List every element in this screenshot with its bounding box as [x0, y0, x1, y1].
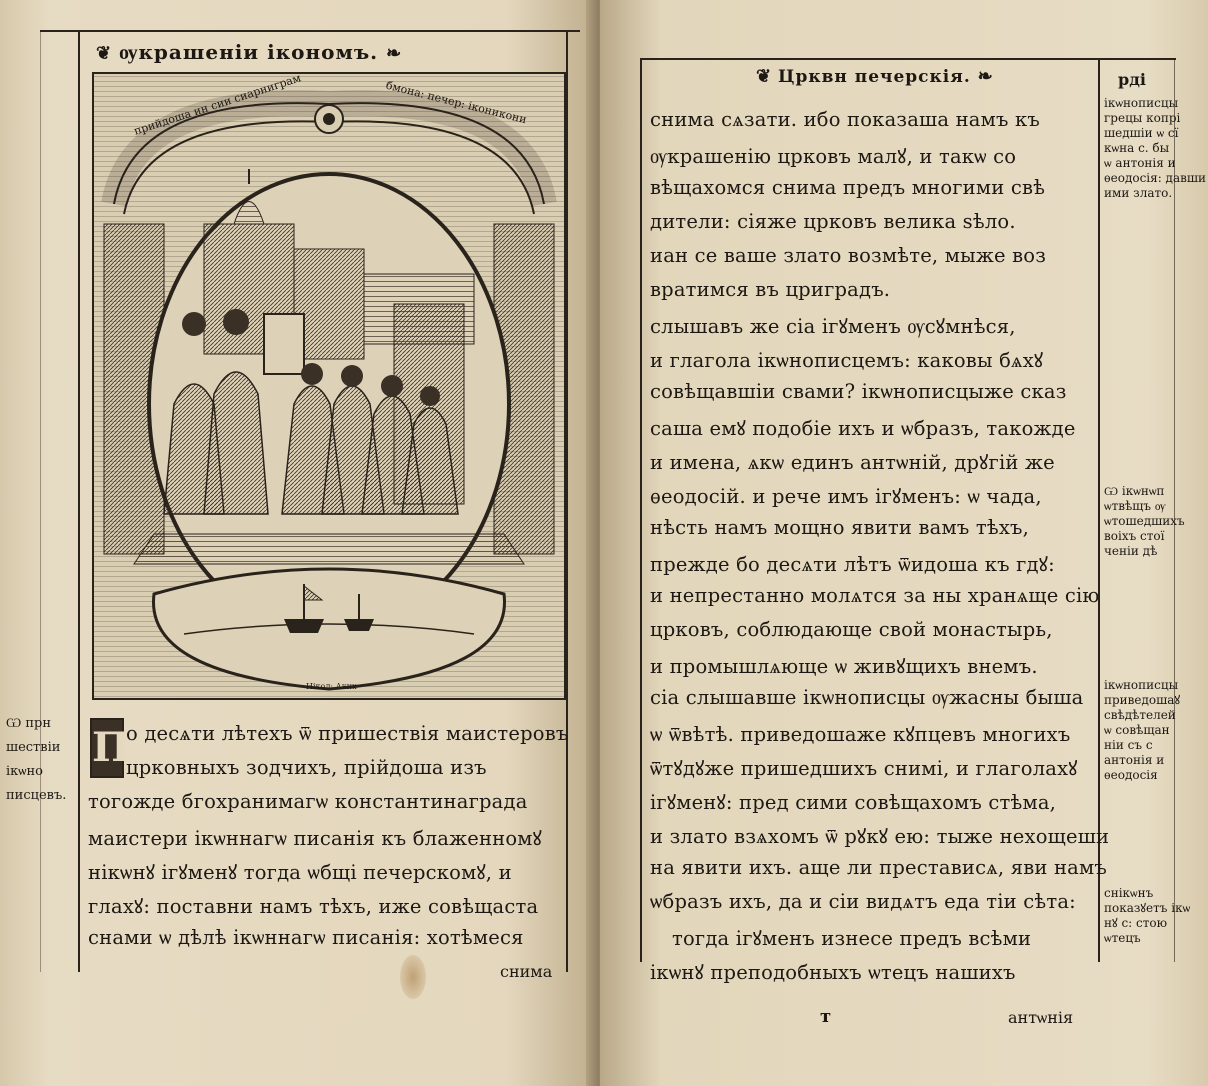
left-page — [0, 0, 596, 1086]
text-line: црковныхъ зодчихъ, прійдоша изъ — [126, 756, 487, 779]
text-line: ігꙋменꙋ: пред сими совѣщахомъ стѣма, — [650, 791, 1057, 814]
text-line: слышавъ же сіа ігꙋменъ ѹсꙋмнѣся, — [650, 315, 1016, 338]
rule-top — [40, 30, 580, 32]
margin-note-line: ікѡнописцы — [1104, 678, 1179, 692]
margin-note-line: приведошаꙋ — [1104, 693, 1181, 707]
folio-mark: рді — [1118, 70, 1146, 89]
margin-note-line: ѡ антонія и — [1104, 156, 1176, 170]
text-line: глахꙋ: поставни намъ тѣхъ, иже совѣщаста — [88, 895, 539, 918]
running-header — [756, 66, 993, 87]
text-line: тогожде бгохранимагѡ константинаграда — [88, 790, 528, 813]
text-line: маистери ікѡннагѡ писанія къ блаженномꙋ — [88, 827, 543, 850]
margin-note-line: писцевъ. — [6, 788, 67, 803]
text-line: саша емꙋ подобіе ихъ и ѡбразъ, такожде — [650, 417, 1076, 440]
rule-top — [640, 58, 1176, 60]
signature-mark: т — [820, 1006, 832, 1027]
woodcut-banner-text: прийдоша ин сии сиарниграм — [132, 71, 303, 138]
margin-note-line: ѡтошедшихъ — [1104, 514, 1185, 528]
text-line: и имена, ѧкѡ единъ антѡній, дрꙋгій же — [650, 451, 1055, 474]
text-line: ѹкрашенію црковъ малꙋ, и такѡ со — [650, 145, 1017, 168]
margin-note-line: ѡ совѣщан — [1104, 723, 1170, 737]
margin-note-line: нꙋ с: стою — [1104, 916, 1168, 930]
text-line: и промышлѧюще ѡ живꙋщихъ внемъ. — [650, 655, 1038, 678]
margin-note-line: ѳеодосія — [1104, 768, 1158, 782]
margin-note-line: антонія и — [1104, 753, 1165, 767]
text-line: совѣщавшіи свами? ікѡнописцыже сказ — [650, 380, 1067, 403]
text-line: и непрестанно молѧтся за ны хранѧще сію — [650, 584, 1100, 607]
margin-note-line: ченіи дѣ — [1104, 544, 1158, 558]
right-margin-note-1 — [1104, 96, 1206, 201]
margin-note-line: ніи съ с — [1104, 738, 1153, 752]
catchword: снима — [500, 962, 553, 981]
text-line: вѣщахомся снима предъ многими свѣ — [650, 176, 1046, 199]
text-line: иан се ваше злато возмѣте, мыже воз — [650, 244, 1047, 267]
margin-note-line: ікѡно — [6, 764, 44, 779]
running-header — [96, 40, 401, 65]
margin-note-line: воіхъ стої — [1104, 529, 1165, 543]
catchword: антѡнія — [1008, 1008, 1074, 1027]
margin-note-line: ѡтецъ — [1104, 931, 1141, 945]
text-line: снима сѧзати. ибо показаша намъ къ — [650, 108, 1041, 131]
drop-cap-initial: П — [90, 718, 124, 778]
margin-note-line: шествіи — [6, 740, 61, 755]
woodcut-illustration — [92, 72, 566, 700]
text-line: о десѧти лѣтехъ ѿ пришествія маистеровъ — [126, 722, 569, 745]
text-line: ѿтꙋдꙋже пришедшихъ снимі, и глаголахꙋ — [650, 757, 1078, 780]
paper-stain — [400, 955, 426, 999]
margin-note-line: показꙋетъ ікѡ — [1104, 901, 1191, 915]
text-line: на явити ихъ. аще ли престависѧ, яви намъ — [650, 856, 1107, 879]
text-line: ѡ ѿвѣтѣ. приведошаже кꙋпцевъ многихъ — [650, 723, 1071, 746]
text-line: и злато взѧхомъ ѿ рꙋкꙋ ею: тыже нехощеши — [650, 825, 1110, 848]
text-line: сіа слышавше ікѡнописцы ѹжасны быша — [650, 686, 1084, 709]
right-margin-note-3 — [1104, 678, 1180, 783]
header-text: ѹкрашеніи ікономъ. — [119, 40, 379, 64]
margin-note-line: кѡна с. бы — [1104, 141, 1170, 155]
text-line: црковъ, соблюдающе свой монастырь, — [650, 618, 1053, 641]
text-line: дители: сіяже црковъ велика ѕѣло. — [650, 210, 1016, 233]
text-line: ѡбразъ ихъ, да и сіи видѧтъ еда тіи сѣта: — [650, 890, 1076, 913]
margin-note-line: Ѡ прн — [6, 716, 52, 731]
text-line: нѣсть намъ мощно явити вамъ тѣхъ, — [650, 516, 1030, 539]
header-text: Црквн печерскія. — [778, 67, 971, 87]
rule-outer-vertical — [566, 30, 568, 972]
ornament-icon: ❧ — [977, 66, 993, 87]
margin-note-line: Ѡ ікѡнѡп — [1104, 484, 1165, 498]
text-line: ікѡнꙋ преподобныхъ ѡтецъ нашихъ — [650, 961, 1016, 984]
rule-inner-vertical — [78, 30, 80, 972]
text-line: вратимся въ цриградъ. — [650, 278, 891, 301]
margin-note-line: снікѡнъ — [1104, 886, 1154, 900]
margin-note-line: свѣдѣтелей — [1104, 708, 1176, 722]
margin-note-line: ѡтвѣщъ ѹ — [1104, 499, 1166, 513]
text-line: тогда ігꙋменъ изнесе предъ всѣми — [672, 927, 1032, 950]
left-margin-note — [6, 712, 66, 808]
ornament-icon: ❧ — [386, 43, 402, 64]
right-page — [600, 0, 1208, 1086]
ornament-icon: ❦ — [96, 43, 112, 64]
ornament-icon: ❦ — [756, 66, 772, 87]
rule-inner-vertical — [640, 58, 642, 962]
text-line: ѳеодосій. и рече имъ ігꙋменъ: ѡ чада, — [650, 485, 1042, 508]
margin-note-line: ікѡнописцы — [1104, 96, 1179, 110]
right-margin-note-4 — [1104, 886, 1190, 946]
text-line: и глагола ікѡнописцемъ: каковы бѧхꙋ — [650, 349, 1044, 372]
rule-margin-vertical — [40, 30, 41, 972]
right-margin-note-2 — [1104, 484, 1185, 559]
text-line: снами ѡ дѣлѣ ікѡннагѡ писанія: хотѣмеся — [88, 926, 524, 949]
margin-note-line: ими злато. — [1104, 186, 1173, 200]
text-line: прежде бо десѧти лѣтъ ѿидоша къ гдꙋ: — [650, 553, 1055, 576]
woodcut-signature: Нікол: Аких — [306, 682, 357, 691]
woodcut-banner-text-right: бмона: печер: іконикони — [384, 78, 529, 127]
margin-note-line: шедшіи ѡ сї — [1104, 126, 1179, 140]
margin-note-line: грецы копрі — [1104, 111, 1181, 125]
text-line: нікѡнꙋ ігꙋменꙋ тогда ѡбщі печерскомꙋ, и — [88, 861, 512, 884]
margin-note-line: ѳеодосія: давши — [1104, 171, 1207, 185]
